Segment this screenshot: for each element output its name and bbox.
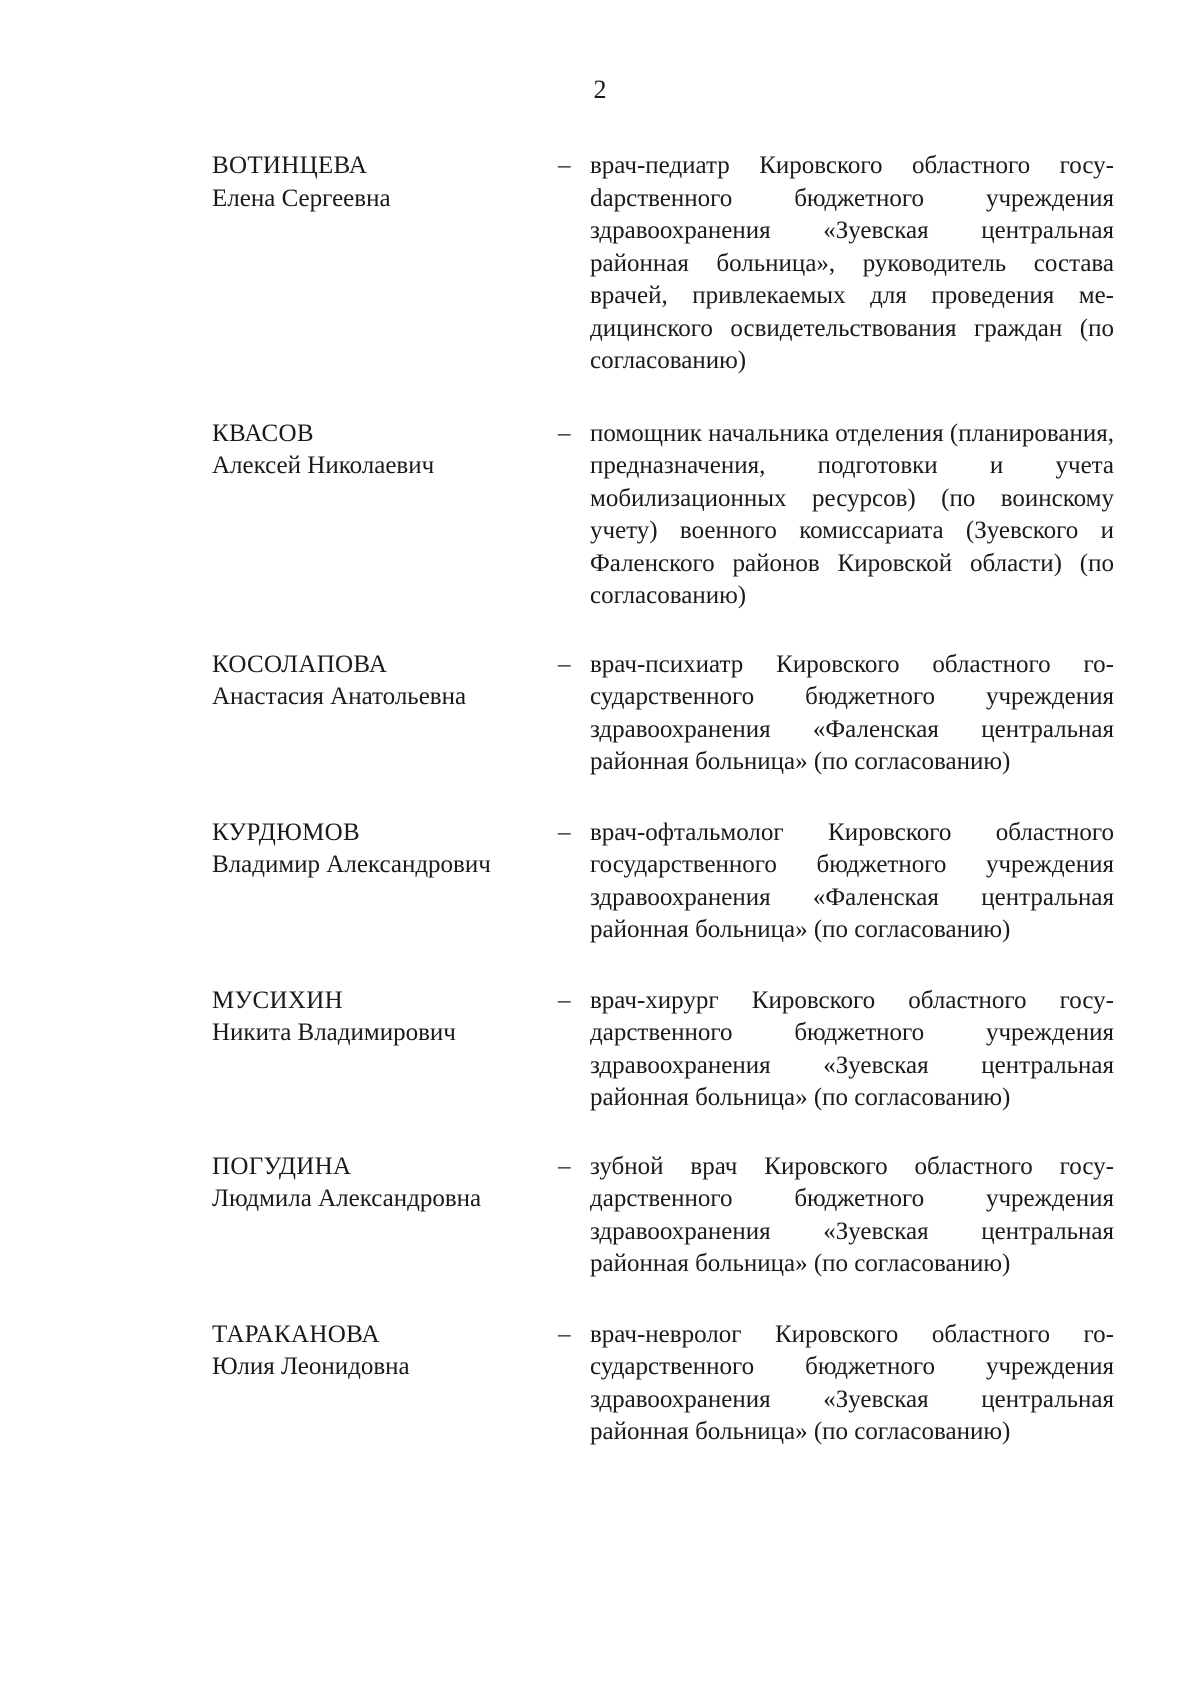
dash-separator: –: [558, 986, 571, 1014]
given-name: Никита Владимирович: [212, 1019, 456, 1046]
person-name: [212, 1151, 558, 1281]
surname: ВОТИНЦЕВА: [212, 152, 368, 179]
person-name: [212, 817, 558, 947]
member-list: [212, 150, 1132, 1489]
surname: КУРДЮМОВ: [212, 818, 361, 846]
role-description: врач-хирург Кировского областного государственного бюджетного учреждения здравоохранения «Зуевская центральная районная больница» (по согласованию): [590, 986, 1114, 1111]
dash-separator: –: [558, 419, 571, 447]
list-item: [212, 418, 1132, 613]
dash-separator: –: [558, 650, 571, 678]
list-item: [212, 1151, 1132, 1281]
dash-separator: –: [558, 152, 571, 179]
given-name: Елена Сергеевна: [212, 184, 391, 212]
role-description: врач-невролог Кировского областного государственного бюджетного учреждения здравоохранения «Зуевская центральная районная больница» (по согласованию): [590, 1320, 1114, 1445]
given-name: Алексей Николаевич: [212, 452, 435, 479]
surname: КВАСОВ: [212, 419, 314, 447]
list-item: [212, 150, 1132, 378]
person-name: [212, 649, 558, 779]
given-name: Владимир Александрович: [212, 851, 491, 878]
surname: МУСИХИН: [212, 986, 343, 1014]
role-description: помощник начальника отделения (планирования, предназначения, подготовки и учета мобилизационных ресурсов) (по воинскому учету) военного комиссариата (Зуевского и Фаленского районов Кировской области) (по согласованию): [590, 419, 1115, 609]
dash-separator: –: [558, 1152, 571, 1180]
role-description: врач-педиатр Кировского областного госуdарственного бюджетного учреждения здравоохранения «Зуевская центральная районная больница», руководитель состава врачей, привлекаемых для проведения медицинского освидетельствования граждан (по согласованию): [590, 152, 1114, 374]
role-description: зубной врач Кировского областного государственного бюджетного учреждения здравоохранения «Зуевская центральная районная больница» (по согласованию): [590, 1152, 1114, 1277]
person-name: [212, 150, 558, 378]
surname: ТАРАКАНОВА: [212, 1320, 380, 1348]
dash-separator: –: [558, 1320, 571, 1348]
given-name: Анастасия Анатольевна: [212, 683, 467, 710]
role-description: врач-офтальмолог Кировского областного государственного бюджетного учреждения здравоохранения «Фаленская центральная районная больница» (по согласованию): [590, 818, 1114, 943]
given-name: Юлия Леонидовна: [212, 1353, 410, 1380]
person-name: [212, 985, 558, 1115]
surname: КОСОЛАПОВА: [212, 650, 388, 678]
list-item: [212, 649, 1132, 779]
list-item: [212, 1319, 1132, 1449]
list-item: [212, 985, 1132, 1115]
person-name: [212, 1319, 558, 1449]
role-description: врач-психиатр Кировского областного государственного бюджетного учреждения здравоохранения «Фаленская центральная районная больница» (по согласованию): [590, 650, 1114, 775]
surname: ПОГУДИНА: [212, 1152, 352, 1180]
dash-separator: –: [558, 818, 571, 846]
person-name: [212, 418, 558, 613]
given-name: Людмила Александровна: [212, 1185, 482, 1212]
list-item: [212, 817, 1132, 947]
page-number: 2: [593, 75, 607, 104]
